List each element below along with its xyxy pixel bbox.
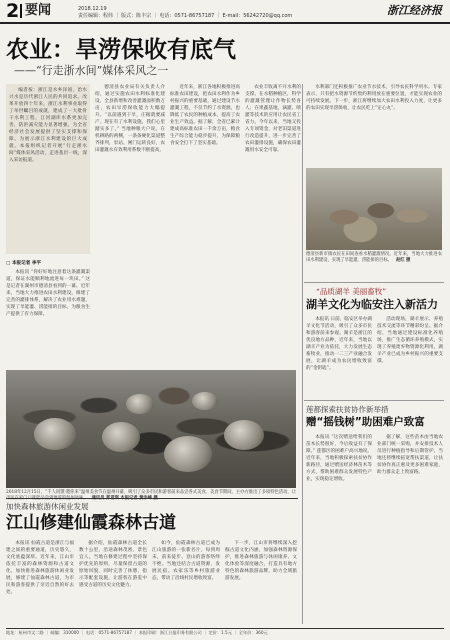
sidebar-headline: 湖羊文化为临安注入新活力 [306, 298, 438, 311]
bottom-col1-text: 本报讯 仙霞古道是浙江与福建之间的重要通道，历史悠久，文化底蕴深厚。近年来，江山市依托丰富的森林资源和古道文化，加快推进森林旅游休闲业发展，修建了仙霞森林古道，为市民和游客提供了亲近自然的好去处。 [6, 541, 74, 595]
sidebar-col2-text: 活动现场，湖羊展示、养殖技术交流等环节精彩纷呈。据介绍，当地通过建设标准化养殖场，推广生态循环养殖模式，实现了养殖废弃物资源化利用，湖羊产业已成为乡村振兴的重要支撑。 [377, 317, 443, 364]
masthead [0, 0, 450, 24]
cooking-pot [164, 436, 212, 472]
lead-column-4 [245, 84, 301, 360]
lead-headline: 农业：旱涝保收有底气 [6, 37, 236, 63]
sidebar-divider [304, 282, 444, 283]
bottom-col4-text: 下一步，江山市将继续深入挖掘古道文化内涵，加强森林资源保护，推进森林旅游与休闲康养、文化体验等深度融合，打造具有地方特色的森林旅游品牌，助力全域旅游发展。 [225, 541, 297, 581]
column-rule [302, 84, 303, 624]
bottom-column-2 [79, 540, 147, 624]
small-story-divider [304, 400, 444, 401]
sidebar-column-1 [306, 316, 372, 396]
lead-column-5 [306, 84, 442, 164]
paper-name: 浙江经济报 [387, 4, 442, 17]
bottom-col3-text: 如今，仙霞森林古道已成为江山旅游的一张新名片，每到周末，前来徒步、登山的游客络绎不绝。当地还结合古道资源，发展民宿、农家乐等乡村旅游业态，带动了沿线村民增收致富。 [152, 541, 220, 581]
editor-note-text: 编者按：浙江是水乡泽国，治水兴水是历代浙江人民的共同追求。改革开放四十年来，浙江水利事业取得了举世瞩目的成就，建成了一大批骨干水利工程，江河湖库水系更加完善，防洪减灾能力显著增强，为全省经济社会发展提供了坚实支撑和保障。为展示浙江水利建设的巨大成就，本报组织记者开展“行走浙水间”媒体采风活动，走进基层一线，深入采访报道。 [9, 88, 87, 163]
lead-byline: □ 本报记者 李平 [6, 261, 42, 266]
lead-col4-text: 农业丰收离不开水利的支撑。在水稻种植区，科学的灌溉管理让作物长势喜人；在果蔬基地，滴灌、喷灌等技术的应用让农民省工省力。今年以来，当地又投入专项资金，对老旧渠道进行改造提升，进一步完善了农田灌排设施，确保农田灌溉用水安全可靠。 [245, 85, 301, 153]
food-festival-photo [6, 370, 296, 488]
bottom-column-1 [6, 540, 74, 624]
small-story-column-2 [377, 434, 443, 624]
sidebar-column-2 [377, 316, 443, 396]
cooking-pot [102, 422, 140, 452]
bottom-headline: 江山修建仙霞森林古道 [6, 513, 176, 533]
lead-column-3 [170, 84, 240, 360]
food-caption-text: 2018年12月15日，“千人同馔·邀你来”温州美食节在温州开幕，吸引了众多市民和游客前来品尝各式美食。美食节期间，主办方推出了多项特色活动，让 [6, 490, 296, 495]
bottom-column-3 [152, 540, 220, 624]
small-story-col1-text: 本报讯 “这次赠送给我们的苗木长势很好，今后收益有了保障。” 莲都区的困难户高兴地说。近年来，当地积极探索扶贫协作新路径，通过赠送经济林苗木等方式，帮助困难群众发展特色产业，实现稳定增收。 [306, 435, 372, 482]
editor-info: 责任编辑：程炜 ｜ 版式：陈丰宗 ｜ 电话：0571-86757187 ｜ E-mail：56242720@qq.com [78, 13, 293, 19]
page-number: 2 [6, 0, 20, 22]
lead-column-1 [6, 258, 90, 358]
farmland-photo-caption [306, 252, 442, 278]
section-name: 要闻 [20, 4, 51, 18]
lead-col1-text: 本报讯 “你好好地注意着这条灌溉渠道，保证水能顺利地流进每一块田。” 这是记者在湖州市德清县看到的一幕。近年来，当地大力推进农田水利建设，修建了完善的灌排体系，解决了农业用水难题，实现了旱能灌、涝能排的目标，为粮食生产提供了有力保障。 [6, 270, 90, 317]
lead-col2-text: 德清县农业局有关负责人介绍，通过实施农田水利标准化建设，全县新增和改善灌溉面积数万亩，农田旱涝保收能力大幅提升。“以前遇到干旱，庄稼就要减产，现在有了水利设施，我们心里踏实多了。” 当地种粮大户说。在机耕路的两侧，一条条硬化渠道整齐排列，泵站、闸门运转良好，农田灌溉水有效利用系数不断提高。 [95, 85, 165, 153]
lead-col5-text: 水利部门还积极推广农业节水技术，引导农民科学用水。专家表示，只有把水资源节约集约利用放在重要位置，才能实现农业的可持续发展。下一步，浙江将继续加大农田水利投入力度，让更多的农田实现旱涝保收，让农民吃上“定心丸”。 [306, 85, 442, 111]
farmland-photo [306, 168, 442, 250]
bottom-col2-text: 据介绍，仙霞森林古道全长数十公里，沿途森林茂密、景色宜人。当地在修建过程中坚持保护优先的原则，尽量保留古道的原始风貌，同时完善了休憩、指示等配套设施，让游客在游览中感受古道的历史文化魅力。 [79, 541, 147, 588]
sidebar-col1-text: 本报讯 日前，临安区举办湖羊文化节活动，吸引了众多市民和游客前来参观。湖羊是浙江的优良地方品种，近年来，当地以湖羊产业为依托，大力发展生态畜牧业，推动一二三产业融合发展，让湖羊成为农民增收致富的“金钥匙”。 [306, 317, 372, 371]
cooking-pot [126, 394, 154, 414]
bottom-divider [6, 498, 298, 499]
farmland-caption-text: 德清县新市镇农民在田间查看水稻灌溉情况。近年来，当地大力推进农田水利建设，实现了旱能灌、涝能排的目标。 [306, 252, 442, 264]
page-footer: 地址：杭州市文二路 ｜ 邮编：310000 ｜ 电话：0571-86757187 ｜ 本报印刷：浙江日报印务有限公司 ｜ 定价：1.5元 ｜ 全年价：360元 [6, 628, 444, 638]
sidebar-kicker: “品质湖羊 美丽畜牧” [316, 287, 387, 296]
lead-col3-text: 近年来，浙江各地积极推进高标准农田建设，把农田水利作为乡村振兴的重要基础。通过建设节水灌溉工程，不仅节约了水资源，也降低了农民的种植成本，提高了农业生产效益。据了解，全省已累计建成高标准农田一千余万亩，粮食生产综合能力稳步提升，为保障粮食安全打下了坚实基础。 [170, 85, 240, 146]
small-story-headline: 赠“摇钱树”助困难户致富 [306, 416, 425, 428]
farmland-photo-credit: 赵红 摄 [395, 258, 411, 264]
issue-date: 2018.12.19 [78, 6, 107, 12]
cooking-pot [34, 418, 76, 450]
bottom-column-4 [225, 540, 297, 624]
lead-column-2 [95, 84, 165, 360]
lead-subhead: ——“行走浙水间”媒体采风之一 [14, 64, 169, 77]
bottom-kicker: 加快森林旅游休闲业发展 [6, 502, 89, 511]
small-story-col2-text: 据了解，这些苗木由当地农业部门统一采购，并安排技术人员进行种植指导和后期管护。当地还将继续拓宽帮扶渠道，让扶贫协作真正惠及更多困难家庭，助力群众走上致富路。 [377, 435, 443, 475]
cooking-pot [192, 392, 218, 410]
small-story-column-1 [306, 434, 372, 624]
cooking-pot [224, 420, 264, 450]
editor-note [6, 84, 90, 254]
masthead-meta [78, 6, 292, 20]
small-story-kicker: 莲都探索扶贫协作新举措 [306, 405, 389, 414]
